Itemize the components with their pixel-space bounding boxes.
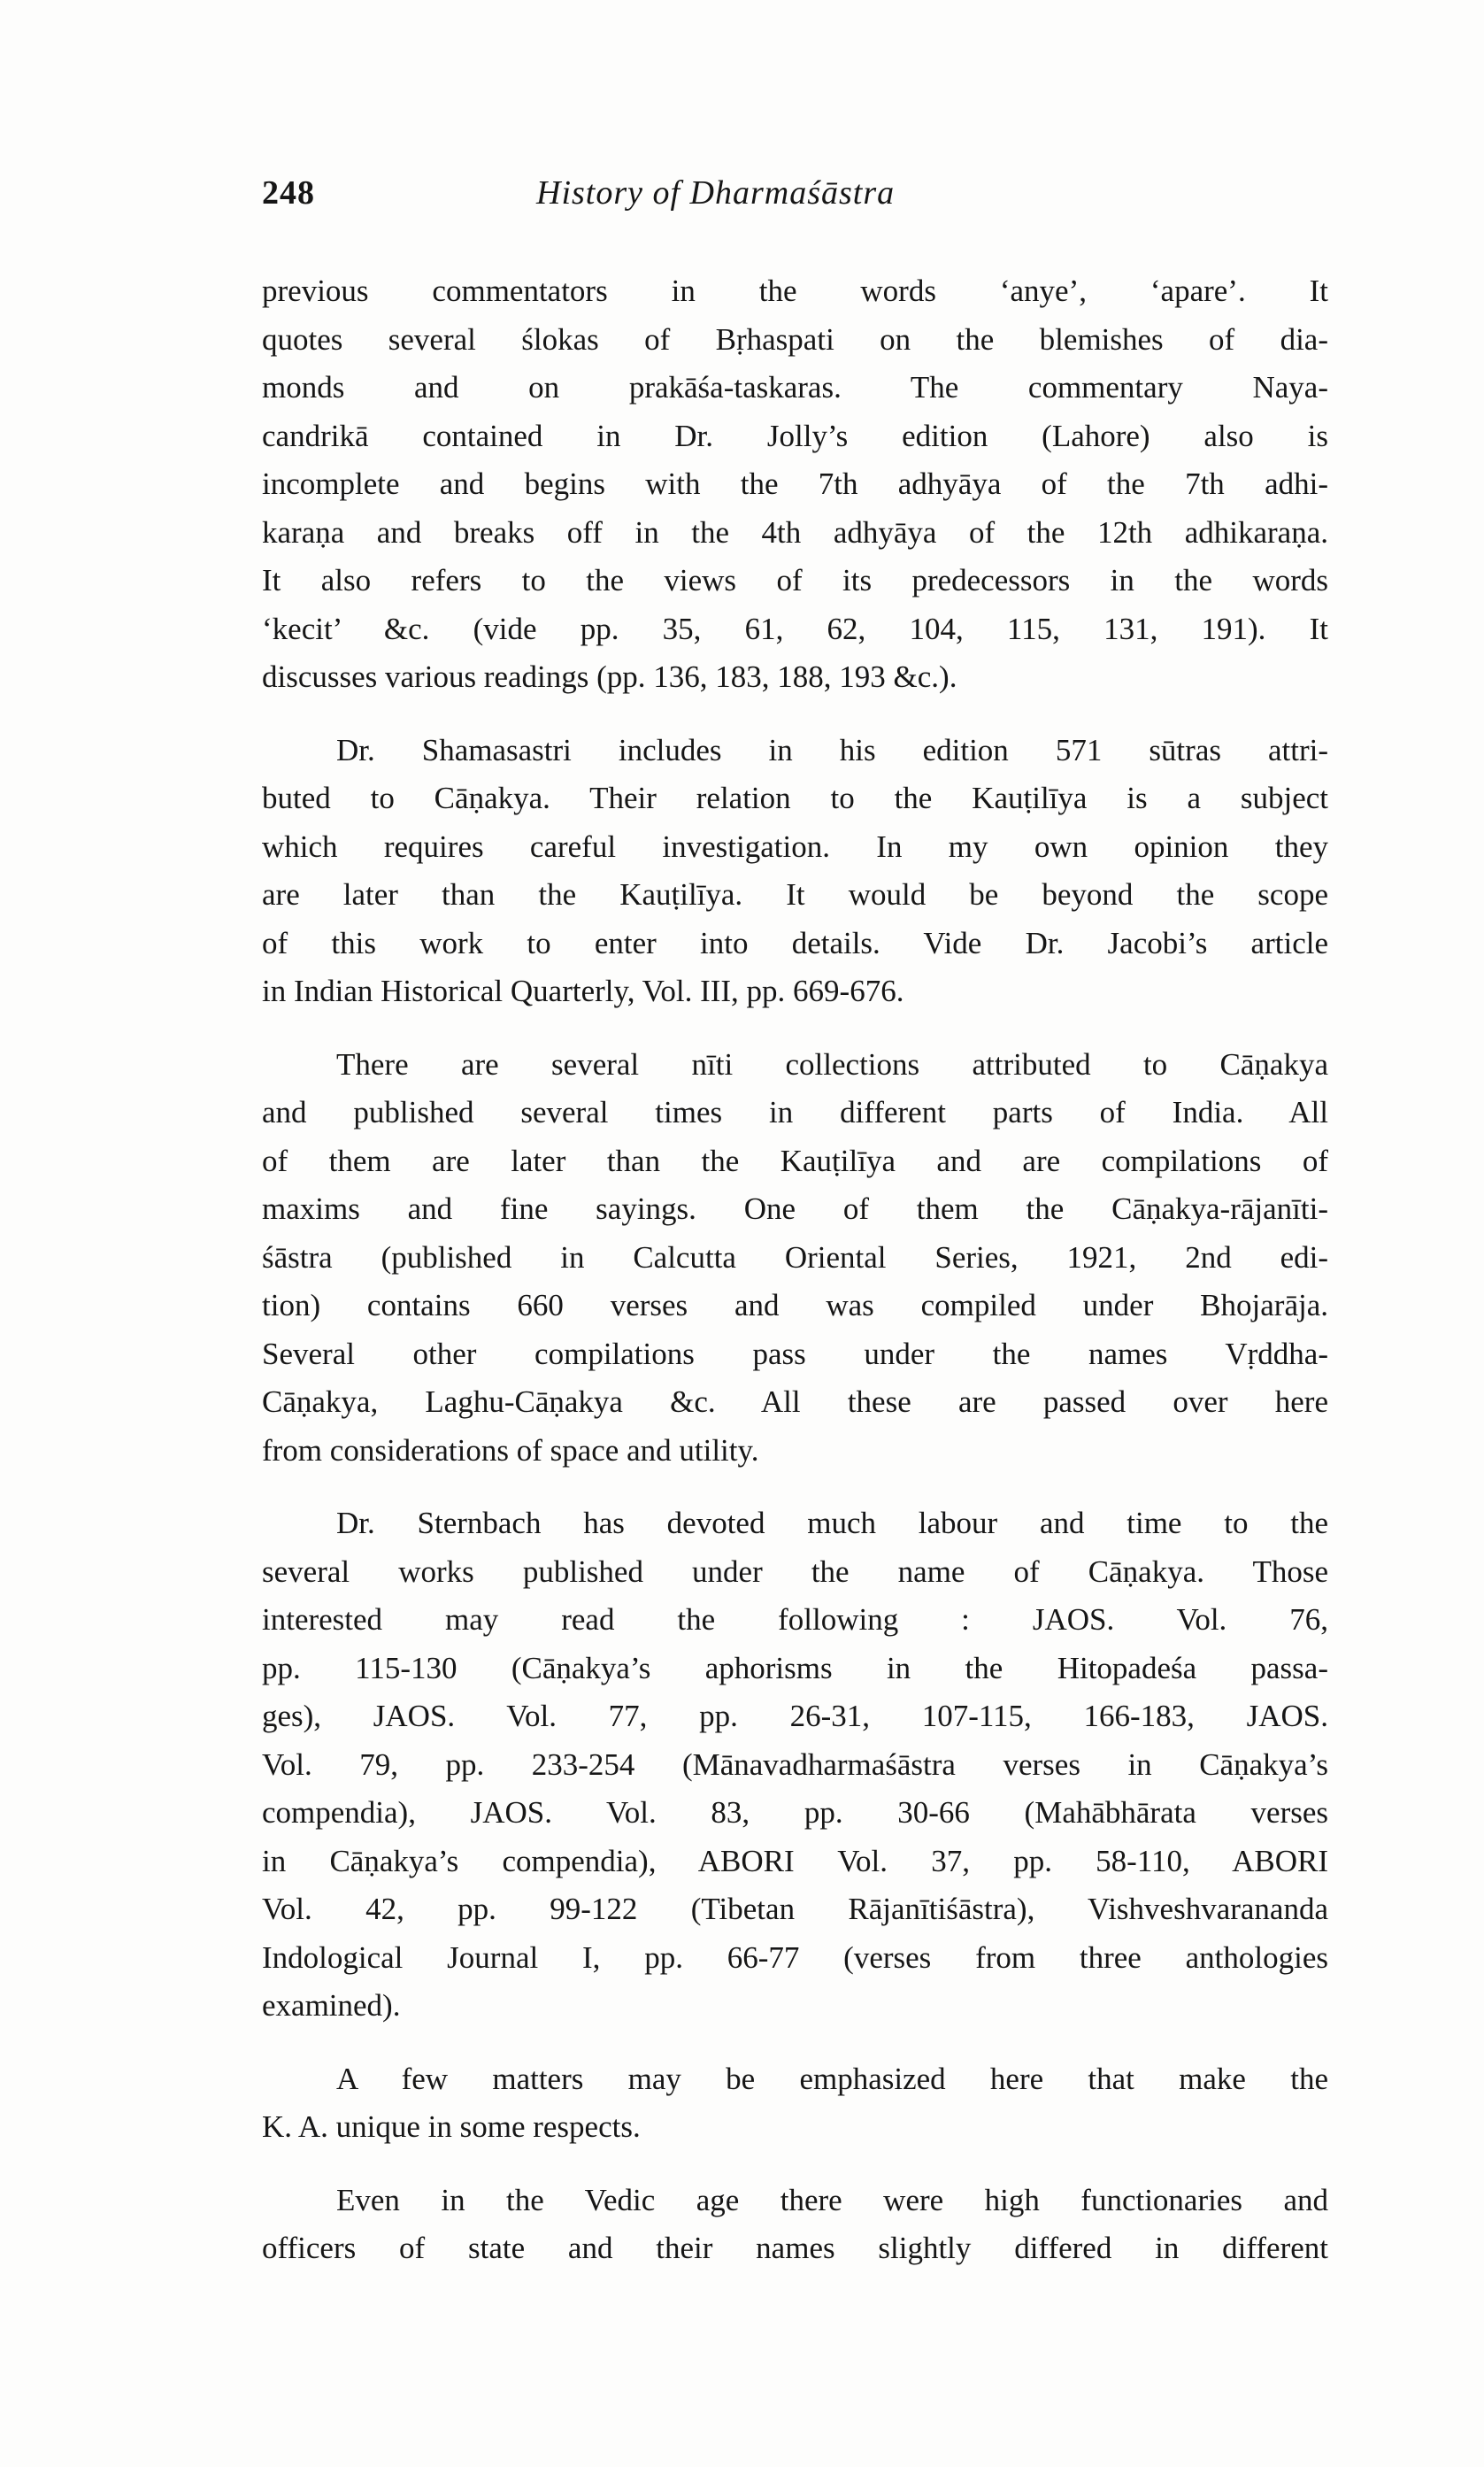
text-line: and published several times in different parts of India. All xyxy=(262,1095,1328,1129)
text-line: śāstra (published in Calcutta Oriental Series, 1921, 2nd edi- xyxy=(262,1239,1328,1275)
text-line: There are several nīti collections attributed to Cāṇakya xyxy=(336,1046,1328,1082)
text-line: discusses various readings (pp. 136, 183, 188, 193 &c.). xyxy=(262,659,957,694)
text-line: karaṇa and breaks off in the 4th adhyāya of the 12th adhikaraṇa. xyxy=(262,514,1328,550)
paragraph xyxy=(262,267,1328,702)
body-text xyxy=(262,267,1328,2298)
paragraph xyxy=(262,727,1328,1016)
text-line: buted to Cāṇakya. Their relation to the Kauṭilīya is a subject xyxy=(262,781,1328,815)
paragraph xyxy=(262,2055,1328,2152)
text-line: tion) contains 660 verses and was compiled under Bhojarāja. xyxy=(262,1288,1328,1322)
text-line: It also refers to the views of its predecessors in the words xyxy=(262,563,1328,597)
paragraph xyxy=(262,1041,1328,1476)
text-line: Indological Journal I, pp. 66-77 (verses from three anthologies xyxy=(262,1939,1328,1975)
text-line: pp. 115-130 (Cāṇakya’s aphorisms in the Hitopadeśa passa- xyxy=(262,1650,1328,1685)
text-line: Dr. Sternbach has devoted much labour and time to the xyxy=(336,1506,1328,1540)
text-line: examined). xyxy=(262,1988,401,2023)
text-line: previous commentators in the words ‘anye’, ‘apare’. It xyxy=(262,274,1328,308)
text-line: ‘kecit’ &c. (vide pp. 35, 61, 62, 104, 115, 131, 191). It xyxy=(262,611,1328,646)
text-line: incomplete and begins with the 7th adhyāya of the 7th adhi- xyxy=(262,466,1328,501)
paragraph xyxy=(262,1499,1328,2031)
text-line: K. A. unique in some respects. xyxy=(262,2109,641,2144)
text-line: of this work to enter into details. Vide Dr. Jacobi’s article xyxy=(262,925,1328,960)
text-line: compendia), JAOS. Vol. 83, pp. 30-66 (Mahābhārata verses xyxy=(262,1795,1328,1830)
text-line: Even in the Vedic age there were high functionaries and xyxy=(336,2182,1328,2217)
page-header xyxy=(262,173,1328,227)
text-line: A few matters may be emphasized here that make the xyxy=(336,2061,1328,2096)
text-line: which requires careful investigation. In my own opinion they xyxy=(262,829,1328,864)
text-line: in Cāṇakya’s compendia), ABORI Vol. 37, pp. 58-110, ABORI xyxy=(262,1843,1328,1878)
text-line: Vol. 42, pp. 99-122 (Tibetan Rājanītiśāstra), Vishveshvarananda xyxy=(262,1892,1328,1926)
text-line: maxims and fine sayings. One of them the Cāṇakya-rājanīti- xyxy=(262,1191,1328,1226)
text-line: interested may read the following : JAOS. Vol. 76, xyxy=(262,1602,1328,1637)
text-line: Cāṇakya, Laghu-Cāṇakya &c. All these are passed over here xyxy=(262,1384,1328,1419)
text-line: monds and on prakāśa-taskaras. The commentary Naya- xyxy=(262,370,1328,405)
text-line: Several other compilations pass under the names Vṛddha- xyxy=(262,1336,1328,1371)
text-line: of them are later than the Kauṭilīya and are compilations of xyxy=(262,1143,1328,1178)
text-line: candrikā contained in Dr. Jolly’s edition (Lahore) also is xyxy=(262,418,1328,453)
text-line: several works published under the name of Cāṇakya. Those xyxy=(262,1553,1328,1589)
text-line: officers of state and their names slightly differed in different xyxy=(262,2231,1328,2265)
page-number: 248 xyxy=(262,174,315,212)
text-line: Dr. Shamasastri includes in his edition 571 sūtras attri- xyxy=(336,732,1328,767)
text-line: from considerations of space and utility. xyxy=(262,1432,759,1468)
text-line: ges), JAOS. Vol. 77, pp. 26-31, 107-115, 166-183, JAOS. xyxy=(262,1699,1328,1733)
text-line: quotes several ślokas of Bṛhaspati on the blemishes of dia- xyxy=(262,321,1328,357)
text-line: Vol. 79, pp. 233-254 (Mānavadharmaśāstra verses in Cāṇakya’s xyxy=(262,1746,1328,1782)
paragraph xyxy=(262,2177,1328,2273)
text-line: in Indian Historical Quarterly, Vol. III, pp. 669-676. xyxy=(262,974,904,1008)
running-title: History of Dharmaśāstra xyxy=(536,174,896,212)
text-line: are later than the Kauṭilīya. It would be beyond the scope xyxy=(262,877,1328,912)
